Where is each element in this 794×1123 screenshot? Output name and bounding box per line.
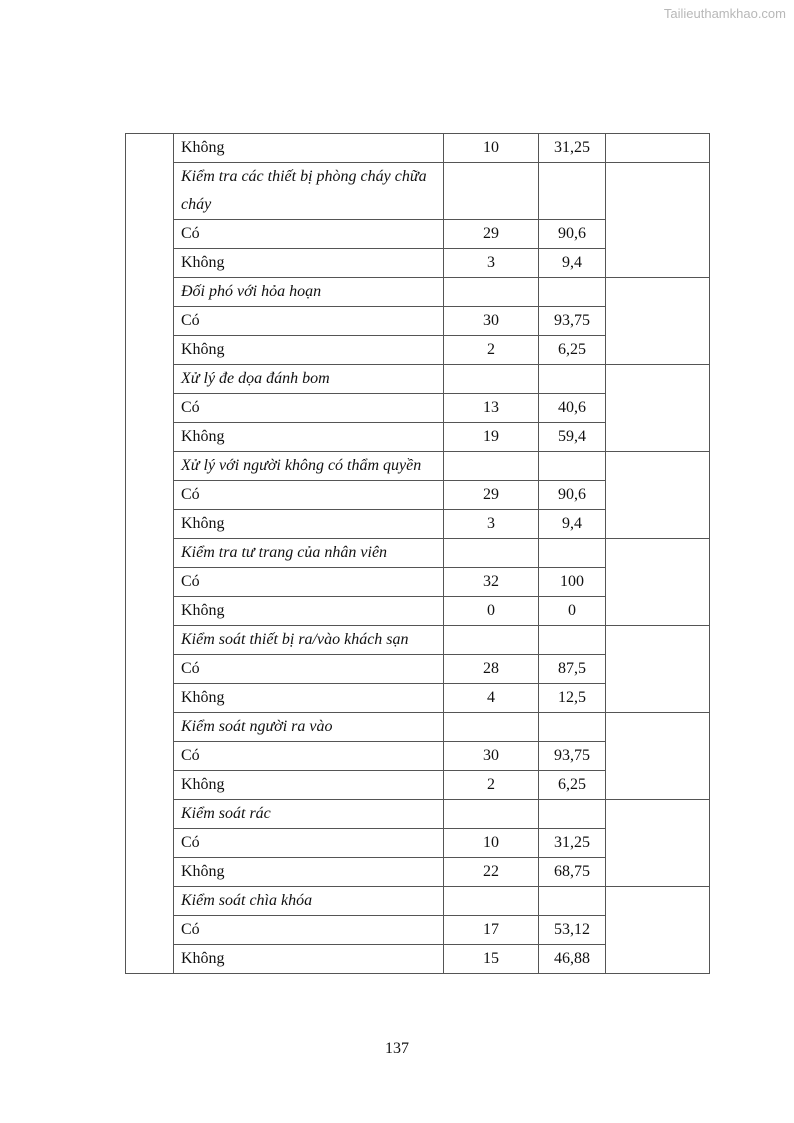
criterion-title: Xử lý đe dọa đánh bom bbox=[174, 365, 444, 394]
criterion-title: Kiểm soát thiết bị ra/vào khách sạn bbox=[174, 626, 444, 655]
table-row bbox=[126, 452, 710, 481]
row-label: Không bbox=[174, 134, 444, 163]
table-row bbox=[126, 713, 710, 742]
row-percent: 6,25 bbox=[539, 336, 606, 365]
empty-cell bbox=[444, 539, 539, 568]
row-percent: 59,4 bbox=[539, 423, 606, 452]
group-column-cell bbox=[126, 134, 174, 974]
row-count: 3 bbox=[444, 249, 539, 278]
empty-cell bbox=[539, 800, 606, 829]
row-count: 30 bbox=[444, 307, 539, 336]
empty-cell bbox=[539, 365, 606, 394]
row-percent: 9,4 bbox=[539, 510, 606, 539]
row-label: Không bbox=[174, 771, 444, 800]
empty-cell bbox=[444, 452, 539, 481]
row-label: Có bbox=[174, 655, 444, 684]
row-percent: 31,25 bbox=[539, 134, 606, 163]
note-cell bbox=[606, 163, 710, 278]
table-row bbox=[126, 887, 710, 916]
empty-cell bbox=[539, 163, 606, 220]
empty-cell bbox=[444, 800, 539, 829]
note-cell bbox=[606, 887, 710, 974]
row-label: Không bbox=[174, 945, 444, 974]
row-label: Có bbox=[174, 568, 444, 597]
row-label: Không bbox=[174, 684, 444, 713]
table-row bbox=[126, 134, 710, 163]
criterion-title: Đối phó với hỏa hoạn bbox=[174, 278, 444, 307]
row-count: 30 bbox=[444, 742, 539, 771]
row-count: 22 bbox=[444, 858, 539, 887]
row-label: Có bbox=[174, 742, 444, 771]
table-row bbox=[126, 800, 710, 829]
row-percent: 6,25 bbox=[539, 771, 606, 800]
criterion-title: Kiểm soát chìa khóa bbox=[174, 887, 444, 916]
row-count: 0 bbox=[444, 597, 539, 626]
row-count: 2 bbox=[444, 771, 539, 800]
empty-cell bbox=[444, 713, 539, 742]
row-count: 32 bbox=[444, 568, 539, 597]
note-cell bbox=[606, 134, 710, 163]
row-count: 19 bbox=[444, 423, 539, 452]
note-cell bbox=[606, 800, 710, 887]
empty-cell bbox=[539, 713, 606, 742]
note-cell bbox=[606, 539, 710, 626]
row-percent: 90,6 bbox=[539, 481, 606, 510]
empty-cell bbox=[444, 365, 539, 394]
empty-cell bbox=[444, 163, 539, 220]
table-row bbox=[126, 539, 710, 568]
row-percent: 87,5 bbox=[539, 655, 606, 684]
row-count: 10 bbox=[444, 134, 539, 163]
row-label: Có bbox=[174, 481, 444, 510]
row-percent: 31,25 bbox=[539, 829, 606, 858]
row-count: 3 bbox=[444, 510, 539, 539]
row-percent: 53,12 bbox=[539, 916, 606, 945]
row-count: 10 bbox=[444, 829, 539, 858]
row-percent: 68,75 bbox=[539, 858, 606, 887]
criterion-title: Kiểm soát người ra vào bbox=[174, 713, 444, 742]
row-percent: 46,88 bbox=[539, 945, 606, 974]
criterion-title: Kiểm soát rác bbox=[174, 800, 444, 829]
row-count: 13 bbox=[444, 394, 539, 423]
survey-table bbox=[125, 133, 710, 974]
row-percent: 0 bbox=[539, 597, 606, 626]
row-percent: 93,75 bbox=[539, 307, 606, 336]
criterion-title: Kiểm tra tư trang của nhân viên bbox=[174, 539, 444, 568]
row-count: 4 bbox=[444, 684, 539, 713]
note-cell bbox=[606, 626, 710, 713]
row-percent: 40,6 bbox=[539, 394, 606, 423]
row-count: 2 bbox=[444, 336, 539, 365]
empty-cell bbox=[444, 887, 539, 916]
row-label: Không bbox=[174, 858, 444, 887]
note-cell bbox=[606, 278, 710, 365]
row-percent: 90,6 bbox=[539, 220, 606, 249]
criterion-title: Kiểm tra các thiết bị phòng cháy chữa cháy bbox=[174, 163, 444, 220]
row-label: Có bbox=[174, 220, 444, 249]
row-count: 29 bbox=[444, 481, 539, 510]
empty-cell bbox=[539, 278, 606, 307]
row-percent: 12,5 bbox=[539, 684, 606, 713]
row-count: 15 bbox=[444, 945, 539, 974]
empty-cell bbox=[444, 278, 539, 307]
row-label: Không bbox=[174, 423, 444, 452]
row-label: Không bbox=[174, 336, 444, 365]
row-label: Có bbox=[174, 916, 444, 945]
row-count: 17 bbox=[444, 916, 539, 945]
criterion-title: Xử lý với người không có thẩm quyền bbox=[174, 452, 444, 481]
row-label: Không bbox=[174, 510, 444, 539]
note-cell bbox=[606, 365, 710, 452]
row-label: Có bbox=[174, 394, 444, 423]
row-percent: 9,4 bbox=[539, 249, 606, 278]
row-label: Có bbox=[174, 829, 444, 858]
table-row bbox=[126, 278, 710, 307]
row-label: Không bbox=[174, 597, 444, 626]
table-row bbox=[126, 365, 710, 394]
row-percent: 100 bbox=[539, 568, 606, 597]
table-row bbox=[126, 163, 710, 220]
watermark: Tailieuthamkhao.com bbox=[663, 6, 786, 21]
empty-cell bbox=[539, 887, 606, 916]
page-number: 137 bbox=[385, 1040, 409, 1057]
empty-cell bbox=[539, 626, 606, 655]
note-cell bbox=[606, 713, 710, 800]
row-percent: 93,75 bbox=[539, 742, 606, 771]
row-label: Không bbox=[174, 249, 444, 278]
note-cell bbox=[606, 452, 710, 539]
empty-cell bbox=[539, 452, 606, 481]
row-count: 28 bbox=[444, 655, 539, 684]
table-row bbox=[126, 626, 710, 655]
empty-cell bbox=[539, 539, 606, 568]
row-label: Có bbox=[174, 307, 444, 336]
row-count: 29 bbox=[444, 220, 539, 249]
empty-cell bbox=[444, 626, 539, 655]
